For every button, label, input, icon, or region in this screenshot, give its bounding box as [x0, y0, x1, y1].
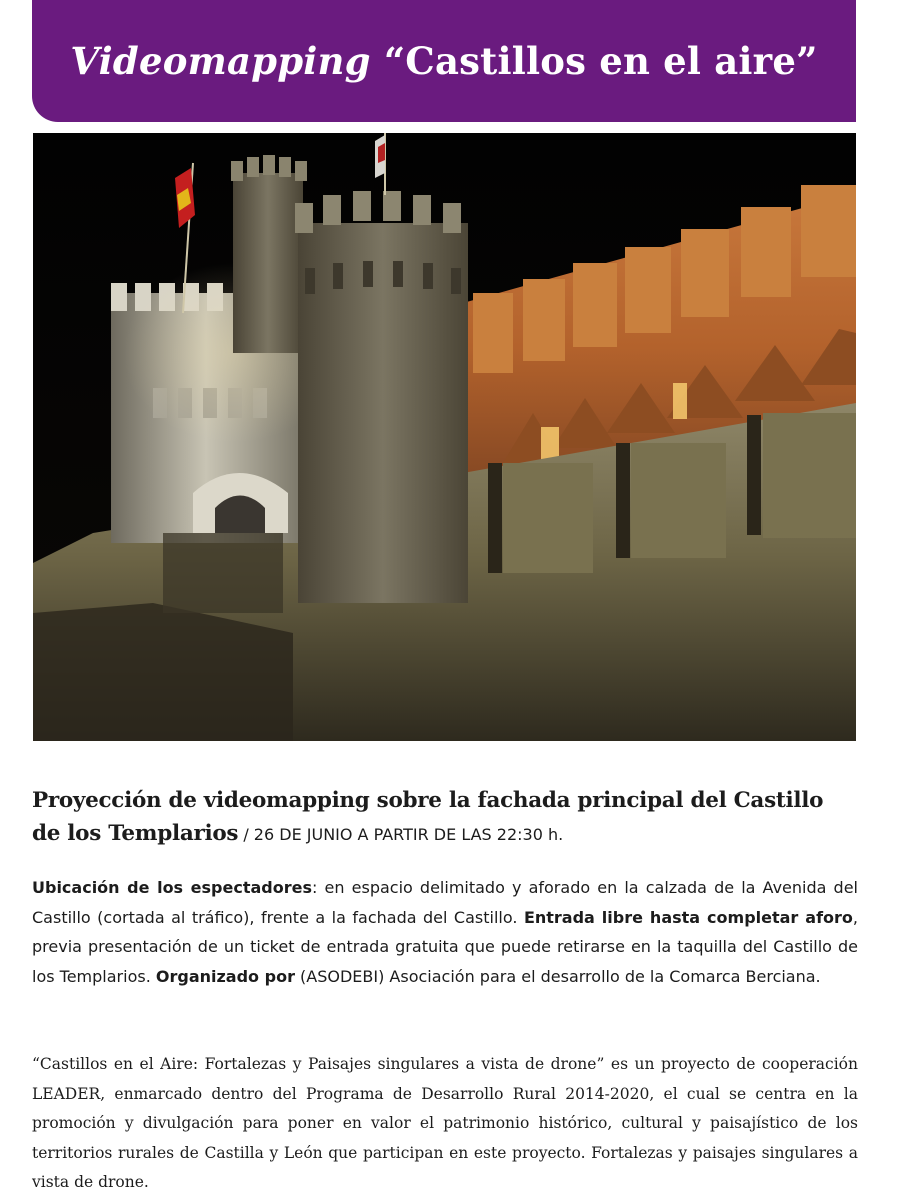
free-entry-label: Entrada libre hasta completar aforo: [523, 907, 853, 927]
event-info-paragraph: [32, 873, 858, 991]
organizer-label: Organizado por: [155, 966, 295, 986]
title-banner: [32, 0, 856, 122]
free-entry-text: , previa presentación de un ticket de entrada gratuita que puede retirarse en la taquilla del Castillo de los Templarios.: [32, 907, 859, 986]
spectators-location-text: : en espacio delimitado y aforado en la calzada de la Avenida del Castillo (cortada al tráfico), frente a la fachada del Castillo.: [32, 878, 858, 927]
project-description: “Castillos en el Aire: Fortalezas y Paisajes singulares a vista de drone” es un proyecto de cooperación LEADER, enmarcado dentro del Programa de Desarrollo Rural 2014-2020, el cual se centra en la promoción y divulgación para poner en valor el patrimonio histórico, cultural y paisajístico de los territorios rurales de Castilla y León que participan en este proyecto. Fortalezas y paisajes singulares a vista de drone.: [32, 1055, 858, 1191]
event-title: Proyección de videomapping sobre la fachada principal del Castillo de los Templarios: [32, 788, 824, 846]
event-heading: [32, 784, 858, 851]
page-title-italic: Videomapping: [70, 39, 371, 83]
page-title: [70, 39, 817, 83]
castle-photo: [33, 133, 856, 741]
spectators-location-label: Ubicación de los espectadores: [32, 878, 313, 897]
event-dateline: / 26 DE JUNIO A PARTIR DE LAS 22:30 h.: [238, 825, 564, 844]
page-title-quoted: “Castillos en el aire”: [383, 39, 818, 83]
organizer-text: (ASODEBI) Asociación para el desarrollo de la Comarca Berciana.: [294, 966, 821, 986]
